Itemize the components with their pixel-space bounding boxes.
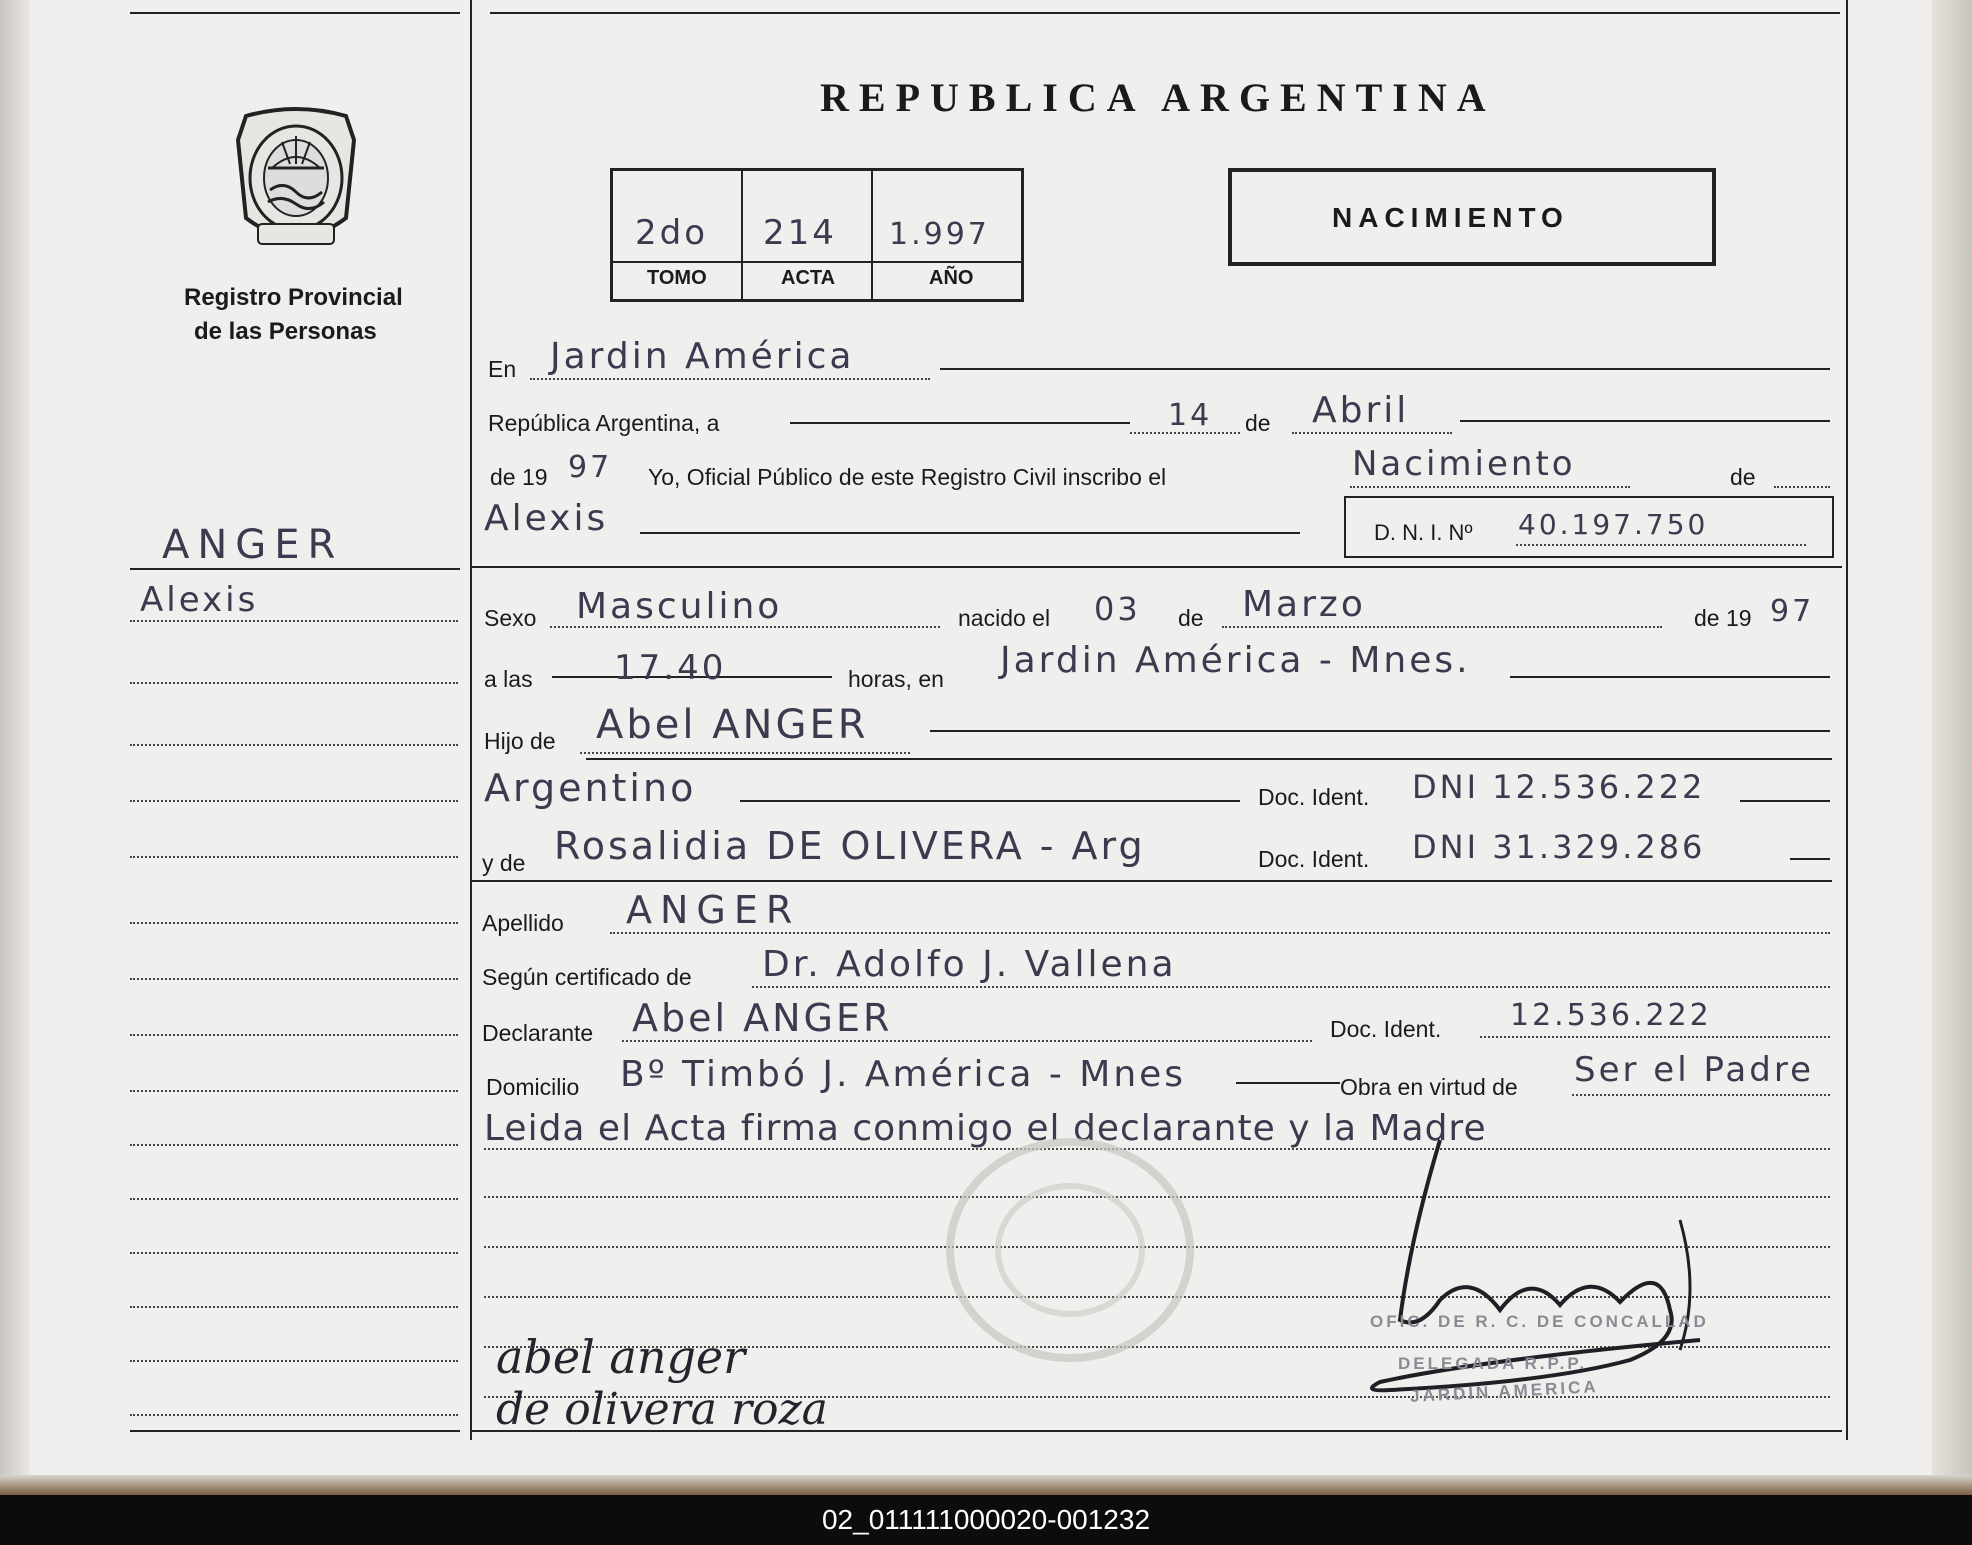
- value-birth-year: 97: [1770, 594, 1815, 629]
- birth-month-line: [1222, 626, 1662, 628]
- margin-dotted-line: [130, 1198, 458, 1200]
- margin-dotted-line: [130, 682, 458, 684]
- nationality-line: [740, 800, 1240, 802]
- ano-value: 1.997: [889, 217, 990, 252]
- value-surname: ANGER: [626, 888, 801, 932]
- father-rule: [586, 758, 1832, 760]
- value-day: 14: [1168, 398, 1213, 433]
- label-de: de: [1245, 410, 1271, 436]
- label-republica-a: República Argentina, a: [488, 410, 720, 436]
- value-place: Jardin América: [550, 336, 855, 377]
- value-father: Abel ANGER: [596, 702, 869, 748]
- label-sexo: Sexo: [484, 605, 537, 631]
- tomo-label: TOMO: [647, 267, 707, 289]
- label-a-las: a las: [484, 666, 533, 692]
- label-doc-ident-father: Doc. Ident.: [1258, 784, 1370, 810]
- value-father-doc: DNI 12.536.222: [1412, 768, 1706, 806]
- value-birth-day: 03: [1094, 590, 1141, 628]
- margin-dotted-line: [130, 978, 458, 980]
- margin-dotted-line: [130, 1252, 458, 1254]
- top-rule-right: [490, 12, 1840, 14]
- record-number-table: [610, 168, 1024, 302]
- margin-given-name: Alexis: [140, 580, 259, 620]
- label-apellido: Apellido: [482, 910, 564, 936]
- given-name-line: [640, 532, 1300, 534]
- dni-box: [1344, 496, 1834, 558]
- value-birth-time: 17.40: [614, 648, 727, 688]
- value-domicile: Bº Timbó J. América - Mnes: [620, 1054, 1187, 1095]
- label-dni: D. N. I. Nº: [1374, 520, 1473, 545]
- margin-dotted-line: [130, 800, 458, 802]
- father-line: [580, 752, 910, 754]
- registry-name-line1: Registro Provincial: [184, 284, 403, 311]
- label-de-19: de 19: [490, 464, 548, 490]
- birth-place-line: [1510, 676, 1830, 678]
- faint-round-stamp-icon: [930, 1130, 1210, 1370]
- domicile-line-end: [1236, 1082, 1340, 1084]
- section-rule: [472, 566, 1842, 568]
- label-horas-en: horas, en: [848, 666, 944, 692]
- official-stamp-line3: JARDIN AMERICA: [1409, 1377, 1600, 1406]
- margin-dotted-line: [130, 1414, 458, 1416]
- value-declarant-doc: 12.536.222: [1510, 998, 1712, 1033]
- label-domicilio: Domicilio: [486, 1074, 580, 1100]
- ano-label: AÑO: [929, 267, 974, 289]
- month-line-end: [1460, 420, 1830, 422]
- top-rule-left: [130, 12, 460, 14]
- value-declarant: Abel ANGER: [632, 996, 893, 1040]
- book-bottom-edge: [0, 1475, 1972, 1495]
- signature-mother: de olivera roza: [496, 1384, 828, 1435]
- father-line-end: [930, 730, 1830, 732]
- margin-dotted-line: [130, 620, 458, 622]
- act-type-box: [1228, 168, 1716, 266]
- value-birth-place: Jardin América - Mnes.: [1000, 640, 1471, 681]
- value-dni: 40.197.750: [1518, 508, 1709, 541]
- surname-line: [610, 932, 1830, 934]
- value-month: Abril: [1312, 390, 1410, 431]
- label-hijo-de: Hijo de: [484, 728, 556, 754]
- official-stamp-line1: OFIC. DE R. C. DE CONCALLAD: [1370, 1312, 1709, 1331]
- margin-rule: [130, 568, 460, 570]
- page-edge: [1932, 0, 1972, 1495]
- value-year: 97: [568, 450, 613, 485]
- label-obra-en-virtud: Obra en virtud de: [1340, 1074, 1518, 1100]
- label-declarante: Declarante: [482, 1020, 594, 1046]
- virtue-line: [1572, 1094, 1830, 1096]
- place-line-end: [940, 368, 1830, 370]
- registry-name-line2: de las Personas: [194, 318, 377, 345]
- column-divider: [470, 0, 472, 1440]
- value-registration-type: Nacimiento: [1352, 444, 1576, 484]
- parents-rule: [472, 880, 1832, 882]
- value-mother-doc: DNI 31.329.286: [1412, 828, 1706, 866]
- signature-father: abel anger: [496, 1330, 746, 1384]
- margin-dotted-line: [130, 856, 458, 858]
- margin-dotted-line: [130, 1360, 458, 1362]
- bottom-rule-left: [130, 1430, 460, 1432]
- value-father-nationality: Argentino: [484, 766, 697, 810]
- acta-value: 214: [763, 213, 837, 253]
- margin-dotted-line: [130, 922, 458, 924]
- right-border: [1846, 0, 1848, 1440]
- value-given-name: Alexis: [484, 498, 609, 539]
- father-doc-line-end: [1740, 800, 1830, 802]
- registration-type-line: [1350, 486, 1630, 488]
- label-de-2: de: [1730, 464, 1756, 490]
- declarant-doc-line: [1480, 1036, 1830, 1038]
- book-spine: [0, 0, 30, 1495]
- label-doc-ident-mother: Doc. Ident.: [1258, 846, 1370, 872]
- margin-dotted-line: [130, 1306, 458, 1308]
- page-title: REPUBLICA ARGENTINA: [820, 75, 1496, 120]
- label-yo-oficial: Yo, Oficial Público de este Registro Civil inscribo el: [648, 464, 1167, 490]
- act-type-label: NACIMIENTO: [1332, 202, 1569, 233]
- place-line: [530, 378, 930, 380]
- declarant-line: [622, 1040, 1312, 1042]
- label-nacido-el: nacido el: [958, 605, 1051, 631]
- image-caption: 02_011111000020-001232: [0, 1495, 1972, 1545]
- margin-surname: ANGER: [162, 522, 344, 568]
- margin-dotted-line: [130, 744, 458, 746]
- label-segun-certificado: Según certificado de: [482, 964, 692, 990]
- value-mother: Rosalidia DE OLIVERA - Arg: [554, 824, 1146, 868]
- province-seal-icon: [228, 106, 364, 256]
- de-line: [1774, 486, 1830, 488]
- label-doc-ident-declarant: Doc. Ident.: [1330, 1016, 1442, 1042]
- label-de-3: de: [1178, 605, 1204, 631]
- label-en: En: [488, 356, 517, 382]
- value-closing-note: Leida el Acta firma conmigo el declarante y la Madre: [484, 1108, 1487, 1149]
- label-de-19-b: de 19: [1694, 605, 1752, 631]
- dni-line: [1516, 544, 1806, 546]
- margin-dotted-line: [130, 1034, 458, 1036]
- month-line: [1292, 432, 1452, 434]
- mother-doc-line-end: [1790, 858, 1830, 860]
- value-certificate-by: Dr. Adolfo J. Vallena: [762, 944, 1177, 985]
- value-sex: Masculino: [576, 586, 783, 627]
- acta-label: ACTA: [781, 267, 836, 289]
- value-birth-month: Marzo: [1242, 584, 1366, 625]
- certificate-line: [752, 986, 1830, 988]
- date-line: [790, 422, 1130, 424]
- tomo-value: 2do: [635, 213, 709, 253]
- margin-dotted-line: [130, 1090, 458, 1092]
- value-by-virtue-of: Ser el Padre: [1574, 1050, 1814, 1090]
- margin-dotted-line: [130, 1144, 458, 1146]
- label-y-de: y de: [482, 850, 526, 876]
- official-stamp-line2: DELEGADA R.P.P.: [1398, 1354, 1588, 1373]
